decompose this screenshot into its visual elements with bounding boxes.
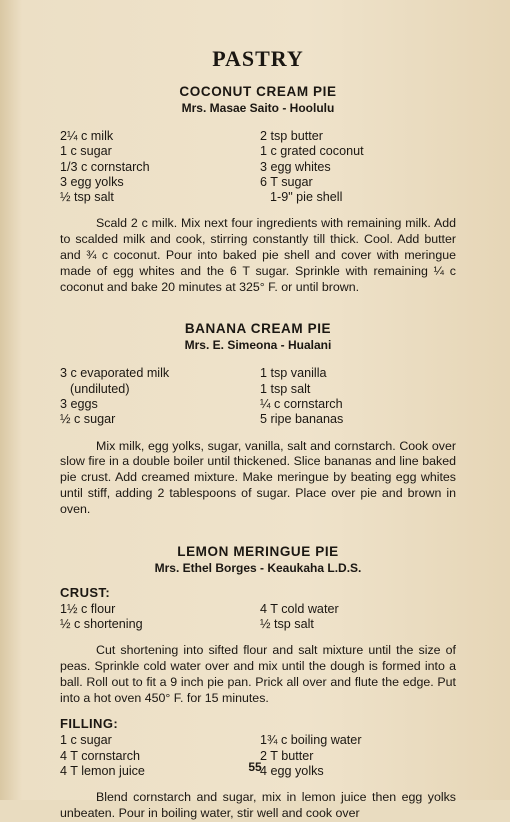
ingredient: 3 c evaporated milk: [60, 366, 170, 381]
ingredient: 3 egg whites: [260, 159, 331, 174]
ingredient: 1 c grated coconut: [260, 144, 364, 159]
ingredients-right-column: [260, 129, 456, 205]
page-number: 55: [248, 760, 262, 774]
ingredient: 3 eggs: [60, 397, 98, 412]
ingredients-left-column: [60, 129, 260, 205]
recipe-banana-cream-pie: [60, 321, 456, 517]
ingredient: (undiluted): [70, 381, 130, 396]
crust-label: CRUST:: [60, 584, 111, 600]
ingredient: 4 T lemon juice: [60, 764, 145, 779]
ingredients: [60, 366, 456, 427]
ingredients-left-column: [60, 602, 260, 633]
ingredient: 1½ c flour: [60, 601, 116, 616]
ingredient: 1/3 c cornstarch: [60, 159, 150, 174]
recipe-author: Mrs. Masae Saito - Hoolulu: [181, 101, 335, 115]
filling-directions: Blend cornstarch and sugar, mix in lemon juice then egg yolks unbeaten. Pour in boiling water, stir well and cook over: [60, 790, 456, 821]
ingredient: ½ c sugar: [60, 412, 116, 427]
ingredient: ½ tsp salt: [60, 190, 114, 205]
ingredient: 1¾ c boiling water: [260, 733, 362, 748]
ingredients-right-column: [260, 602, 456, 633]
recipe-lemon-meringue-pie: [60, 544, 456, 822]
ingredient: 4 egg yolks: [260, 764, 324, 779]
recipe-coconut-cream-pie: [60, 84, 456, 295]
ingredient: 2¼ c milk: [60, 129, 114, 143]
ingredient: ½ tsp salt: [260, 616, 314, 631]
ingredients-right-column: [260, 366, 456, 427]
ingredient: 3 egg yolks: [60, 174, 124, 189]
ingredient: 5 ripe bananas: [260, 412, 344, 427]
ingredients-left-column: [60, 366, 260, 427]
page-title: PASTRY: [212, 46, 304, 71]
ingredient: 1 c sugar: [60, 144, 112, 159]
ingredient: ¼ c cornstarch: [260, 397, 343, 412]
ingredient: 1 c sugar: [60, 733, 112, 748]
crust-directions: Cut shortening into sifted flour and salt mixture until the size of peas. Sprinkle cold water over and mix until the dough is formed into a ball. Roll out to fit a 9 inch pie pan. Prick all over and flute the edge. Put into a hot oven 450° F. for 15 minutes.: [60, 643, 456, 705]
recipe-author: Mrs. E. Simeona - Hualani: [184, 338, 332, 353]
ingredient: 4 T cornstarch: [60, 748, 141, 763]
recipe-title: LEMON MERINGUE PIE: [177, 543, 339, 559]
recipe-title: BANANA CREAM PIE: [184, 321, 332, 337]
recipe-author: Mrs. Ethel Borges - Keaukaha L.D.S.: [154, 560, 362, 575]
ingredient: ½ c shortening: [60, 616, 143, 631]
page-content: [60, 0, 456, 822]
ingredient: 2 tsp butter: [260, 129, 324, 143]
recipe-directions: Mix milk, egg yolks, sugar, vanilla, salt and cornstarch. Cook over slow fire in a double boiler until thickened. Slice bananas and line baked pie crust. Add creamed mixture. Make meringue by beating egg whites until stiff, adding 2 tablespoons of sugar. Place over pie and brown in oven.: [60, 438, 456, 516]
recipe-title: COCONUT CREAM PIE: [179, 84, 337, 99]
filling-label: FILLING:: [60, 716, 119, 732]
ingredient: 1 tsp salt: [260, 381, 311, 396]
ingredient: 4 T cold water: [260, 601, 339, 616]
ingredient: 1-9" pie shell: [270, 190, 343, 205]
ingredient: 2 T butter: [260, 748, 314, 763]
ingredient: 1 tsp vanilla: [260, 366, 327, 381]
ingredients: [60, 129, 456, 205]
recipe-directions: Scald 2 c milk. Mix next four ingredients with remaining milk. Add to scalded milk and cook, stirring constantly till thick. Cool. Add butter and ¾ c coconut. Pour into baked pie shell and cover with meringue made of egg whites and the 6 T sugar. Sprinkle with remaining ¼ c coconut and bake 20 minutes at 325° F. or until brown.: [60, 216, 456, 294]
crust-ingredients: [60, 602, 456, 633]
ingredient: 6 T sugar: [260, 174, 313, 189]
